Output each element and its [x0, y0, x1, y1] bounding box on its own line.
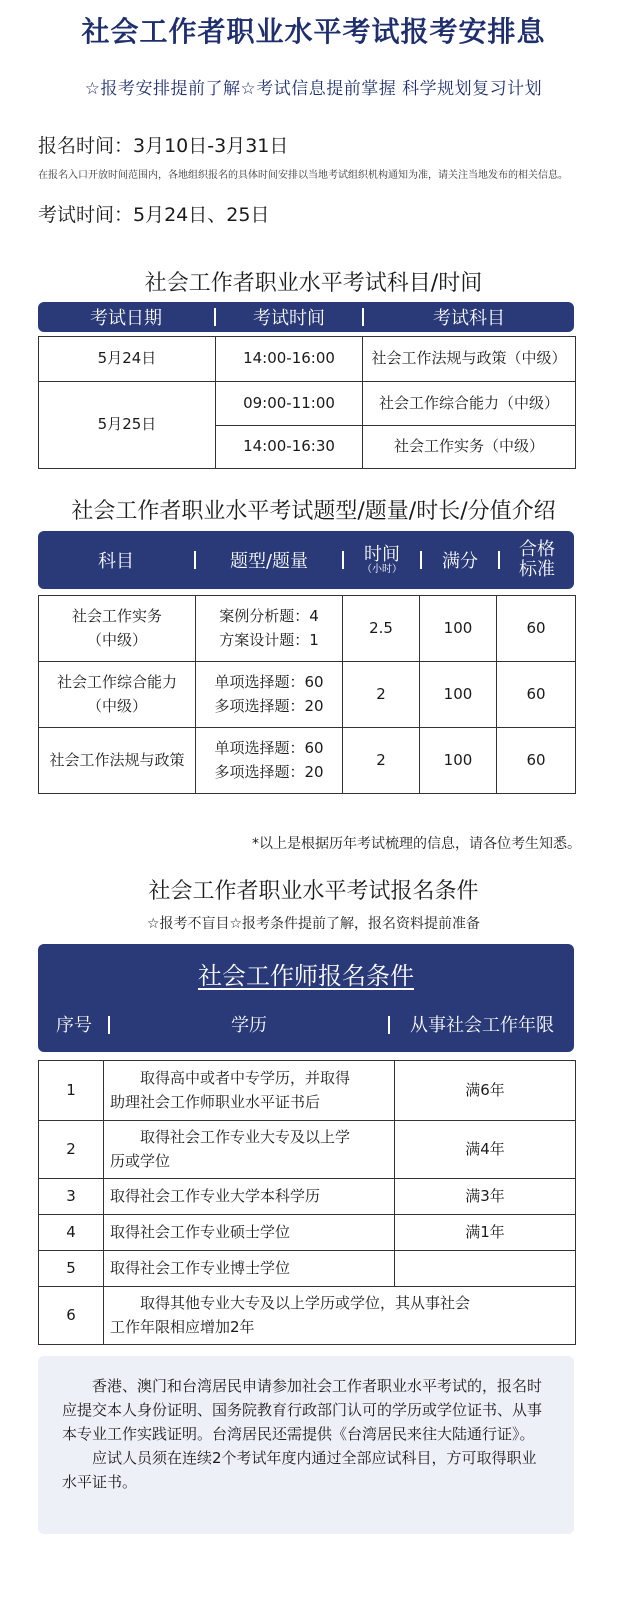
- cell-date: 5月25日: [39, 382, 216, 469]
- header-type: 题型/题量: [229, 551, 309, 572]
- cell-no: 3: [39, 1179, 104, 1215]
- cell-subject: 社会工作法规与政策: [39, 728, 196, 794]
- table-row: [39, 596, 576, 662]
- cell-type-line2: 方案设计题：1: [219, 630, 319, 649]
- cell-years: 满3年: [395, 1179, 576, 1215]
- cell-edu-line2: 工作年限相应增加2年: [110, 1317, 255, 1336]
- header-pass-score: [500, 531, 574, 589]
- registration-note: 在报名入口开放时间范围内，各地组织报名的具体时间安排以当地考试组织机构通知为准，请关注当地发布的相关信息。: [38, 170, 568, 181]
- table-row: [39, 1121, 576, 1179]
- cell-subject: [39, 662, 196, 728]
- cell-edu-line2: 历或学位: [110, 1151, 171, 1170]
- cell-time: 2: [343, 662, 420, 728]
- cell-type-line1: 案例分析题：4: [219, 607, 319, 626]
- cell-time: 14:00-16:00: [216, 337, 363, 382]
- cell-type-line2: 多项选择题：20: [214, 696, 324, 715]
- cell-time: 09:00-11:00: [216, 382, 363, 426]
- cell-edu-line1: 取得社会工作专业大专及以上学: [110, 1128, 351, 1147]
- cell-time: 14:00-16:30: [216, 426, 363, 469]
- note-paragraph-2: 应试人员须在连续2个考试年度内通过全部应试科目，方可取得职业水平证书。: [62, 1449, 537, 1491]
- table-row: [39, 728, 576, 794]
- cell-time: 2.5: [343, 596, 420, 662]
- header-full-score: 满分: [442, 551, 478, 572]
- cell-subject-line2: （中级）: [86, 696, 147, 715]
- cell-no: 2: [39, 1121, 104, 1179]
- header-time-unit: （小时）: [362, 564, 402, 576]
- cell-years: 满4年: [395, 1121, 576, 1179]
- conditions-banner: 社会工作师报名条件: [198, 961, 414, 990]
- conditions-note-box: [38, 1356, 574, 1534]
- cell-pass: 60: [497, 728, 576, 794]
- header-years: 从事社会工作年限: [410, 1015, 554, 1036]
- cell-type: [196, 728, 343, 794]
- header-exam-subject: 考试科目: [433, 308, 505, 329]
- cell-time: 2: [343, 728, 420, 794]
- cell-type: [196, 596, 343, 662]
- cell-type-line2: 多项选择题：20: [214, 762, 324, 781]
- registration-time: 报名时间：3月10日-3月31日: [38, 135, 289, 157]
- header-exam-time: 考试时间: [253, 308, 325, 329]
- cell-no: 5: [39, 1251, 104, 1287]
- cell-subject-line1: 社会工作综合能力: [56, 673, 177, 692]
- table-row: [39, 337, 576, 382]
- conditions-title: 社会工作者职业水平考试报名条件: [148, 879, 479, 904]
- cell-full: 100: [420, 596, 497, 662]
- table-row: [39, 1179, 576, 1215]
- format-header-bar: [38, 531, 574, 589]
- cell-subject-line2: （中级）: [86, 630, 147, 649]
- cell-years: 满1年: [395, 1215, 576, 1251]
- table-row: [39, 1251, 576, 1287]
- cell-subject: 社会工作实务（中级）: [363, 426, 576, 469]
- cell-type-line1: 单项选择题：60: [214, 739, 324, 758]
- header-pass-1: 合格: [519, 539, 555, 561]
- conditions-subtitle: ☆报考不盲目☆报考条件提前了解，报名资料提前准备: [146, 916, 481, 932]
- cell-pass: 60: [497, 596, 576, 662]
- cell-education: 取得社会工作专业博士学位: [104, 1251, 395, 1287]
- cell-edu-line1: 取得其他专业大专及以上学历或学位，其从事社会: [110, 1294, 471, 1313]
- format-title: 社会工作者职业水平考试题型/题量/时长/分值介绍: [71, 499, 556, 524]
- header-education: 学历: [231, 1015, 267, 1036]
- cell-date: 5月24日: [39, 337, 216, 382]
- cell-subject-line1: 社会工作实务: [71, 607, 162, 626]
- cell-edu-line2: 助理社会工作师职业水平证书后: [110, 1092, 321, 1111]
- cell-pass: 60: [497, 662, 576, 728]
- cell-education: [104, 1287, 576, 1345]
- cell-type: [196, 662, 343, 728]
- cell-education: [104, 1061, 395, 1121]
- cell-full: 100: [420, 728, 497, 794]
- conditions-table: [38, 1060, 576, 1345]
- cell-no: 4: [39, 1215, 104, 1251]
- cell-subject: 社会工作综合能力（中级）: [363, 382, 576, 426]
- header-exam-date: 考试日期: [90, 308, 162, 329]
- cell-edu-line1: 取得高中或者中专学历，并取得: [110, 1069, 351, 1088]
- cell-no: 6: [39, 1287, 104, 1345]
- schedule-table: [38, 336, 576, 469]
- format-table: [38, 595, 576, 794]
- header-pass-2: 标准: [519, 559, 555, 580]
- cell-years: 满6年: [395, 1061, 576, 1121]
- page-title: 社会工作者职业水平考试报考安排息: [81, 15, 546, 48]
- format-disclaimer: *以上是根据历年考试梳理的信息，请各位考生知悉。: [252, 836, 581, 852]
- table-row: [39, 662, 576, 728]
- table-row: [39, 382, 576, 426]
- page-subtitle: ☆报考安排提前了解☆考试信息提前掌握 科学规划复习计划: [84, 79, 543, 99]
- cell-subject: 社会工作法规与政策（中级）: [363, 337, 576, 382]
- conditions-header-bar: [38, 944, 574, 1052]
- header-no: 序号: [56, 1015, 92, 1036]
- header-time-label: 时间: [364, 543, 400, 565]
- cell-education: 取得社会工作专业大学本科学历: [104, 1179, 395, 1215]
- table-row: [39, 1287, 576, 1345]
- schedule-title: 社会工作者职业水平考试科目/时间: [144, 271, 483, 296]
- table-row: [39, 1215, 576, 1251]
- exam-time: 考试时间：5月24日、25日: [38, 204, 270, 226]
- cell-education: 取得社会工作专业硕士学位: [104, 1215, 395, 1251]
- header-subject: 科目: [98, 551, 134, 572]
- schedule-header-bar: [38, 302, 574, 332]
- cell-full: 100: [420, 662, 497, 728]
- cell-no: 1: [39, 1061, 104, 1121]
- note-paragraph-1: 香港、澳门和台湾居民申请参加社会工作者职业水平考试的，报名时应提交本人身份证明、国务院教育行政部门认可的学历或学位证书、从事本专业工作实践证明。台湾居民还需提供《台湾居民来往大陆通行证》。: [62, 1377, 543, 1443]
- header-time: [344, 531, 420, 589]
- table-row: [39, 1061, 576, 1121]
- cell-years: [395, 1251, 576, 1287]
- cell-education: [104, 1121, 395, 1179]
- cell-type-line1: 单项选择题：60: [214, 673, 324, 692]
- cell-subject: [39, 596, 196, 662]
